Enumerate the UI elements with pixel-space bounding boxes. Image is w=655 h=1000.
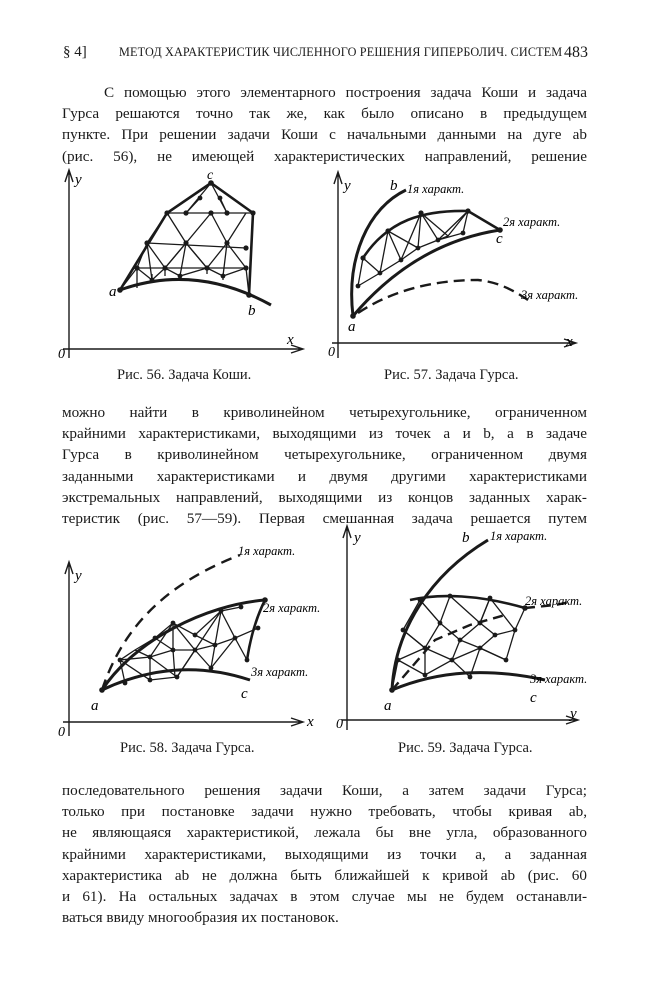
char-3-label: 3я характ. [530, 672, 588, 686]
x-axis-label: x [287, 332, 294, 348]
point-a-label: a [384, 698, 392, 714]
point-c-label: c [207, 168, 214, 183]
point-c-label: c [496, 231, 503, 247]
text-line: заданными характеристиками и двумя другими характеристиками [62, 467, 587, 485]
y-axis-label: y [354, 530, 361, 546]
text-line: можно найти в криволинейном четырехугольнике, ограниченном [62, 404, 587, 421]
x-axis [63, 718, 303, 726]
point-b-label: b [462, 530, 470, 546]
text-line: крайними характеристиками, выходящими из точек a и b, а в задаче [62, 425, 587, 443]
x-axis-label: y [570, 706, 577, 722]
figure-58-drawing [55, 540, 325, 740]
figure-58-caption: Рис. 58. Задача Гурса. [120, 740, 255, 756]
x-axis [63, 345, 303, 353]
text-line: Гурса в криволинейном четырехугольнике, ограниченном двумя [62, 446, 587, 464]
char-1-label: 1я характ. [407, 182, 465, 196]
figure-59-caption: Рис. 59. Задача Гурса. [398, 740, 533, 756]
figure-58 [55, 540, 325, 740]
origin-label: 0 [328, 345, 335, 360]
figure-59-drawing [330, 520, 590, 735]
char-3-label: 3я характ. [521, 288, 579, 302]
x-axis [332, 339, 576, 347]
x-axis-label: x [566, 334, 573, 350]
figure-56 [55, 168, 315, 368]
text-line: пункте. При решении задачи Коши с начальными данными на дуге ab [62, 126, 587, 144]
figure-57 [328, 168, 588, 368]
point-c-label: c [241, 686, 248, 702]
point-c-label: c [530, 690, 537, 706]
origin-label: 0 [58, 725, 65, 740]
char-3-label: 3я характ. [251, 665, 309, 679]
text-line: не являющаяся характеристикой, лежала бы вне угла, образованного [62, 824, 587, 842]
paragraph-1 [62, 82, 587, 167]
paragraph-3 [62, 780, 587, 928]
figure-56-caption: Рис. 56. Задача Коши. [117, 367, 252, 383]
text-line: последовательного решения задачи Коши, а затем задачи Гурса; [62, 782, 587, 799]
text-line: С помощью этого элементарного построения задача Коши и задача [104, 84, 587, 101]
y-axis-label: y [75, 568, 82, 584]
point-a-label: a [109, 284, 117, 300]
text-line: характеристика ab не должна быть ближайшей к кривой ab (рис. 60 [62, 866, 587, 884]
text-line: крайними характеристиками, выходящими из точки a, а заданная [62, 845, 587, 863]
text-line: только при постановке задачи нужно требовать, чтобы кривая ab, [62, 803, 587, 821]
characteristic-grid [358, 211, 468, 286]
text-line: ваться ввиду многообразия их постановок. [62, 909, 339, 927]
y-axis [334, 172, 342, 358]
figure-59 [330, 520, 590, 735]
page-number: 483 [564, 44, 588, 61]
origin-label: 0 [336, 717, 343, 732]
section-number: § 4] [63, 44, 87, 60]
y-axis-label: y [344, 178, 351, 194]
y-axis-label: y [75, 172, 82, 188]
x-axis [342, 716, 578, 724]
char-2-label: 2я характ. [263, 601, 321, 615]
y-axis [65, 562, 73, 736]
characteristic-grid [392, 596, 525, 690]
figure-57-caption: Рис. 57. Задача Гурса. [384, 367, 519, 383]
point-b-label: b [248, 303, 256, 319]
y-axis [343, 526, 351, 730]
text-line: и 61). На остальных задачах в этом случае мы не будем останавли- [62, 887, 587, 905]
point-b-label: b [390, 178, 398, 194]
text-line: (рис. 56), не имеющей характеристических направлений, решение [62, 147, 587, 165]
char-1-label: 1я характ. [238, 544, 296, 558]
char-2-label: 2я характ. [503, 215, 561, 229]
point-a-label: a [348, 319, 356, 335]
figure-56-drawing [55, 168, 315, 368]
char-2-label: 2я характ. [525, 594, 583, 608]
paragraph-2 [62, 402, 587, 529]
running-title: МЕТОД ХАРАКТЕРИСТИК ЧИСЛЕННОГО РЕШЕНИЯ ГИПЕРБОЛИЧ. СИСТЕМ [119, 45, 563, 59]
characteristic-grid [120, 607, 258, 683]
char-1-label: 1я характ. [490, 529, 548, 543]
figure-57-drawing [328, 168, 588, 368]
point-a-label: a [91, 698, 99, 714]
grid-nodes [350, 208, 503, 318]
text-line: теристик (рис. 57—59). Первая смешанная задача решается путем [62, 509, 587, 527]
y-axis [65, 170, 73, 358]
text-line: Гурса решаются точно так же, как было описано в предыдущем [62, 105, 587, 123]
origin-label: 0 [58, 347, 65, 362]
x-axis-label: x [307, 714, 314, 730]
running-header [63, 44, 588, 66]
text-line: экстремальных направлений, выходящими из концов заданных харак- [62, 488, 587, 506]
characteristic-2 [410, 596, 525, 608]
